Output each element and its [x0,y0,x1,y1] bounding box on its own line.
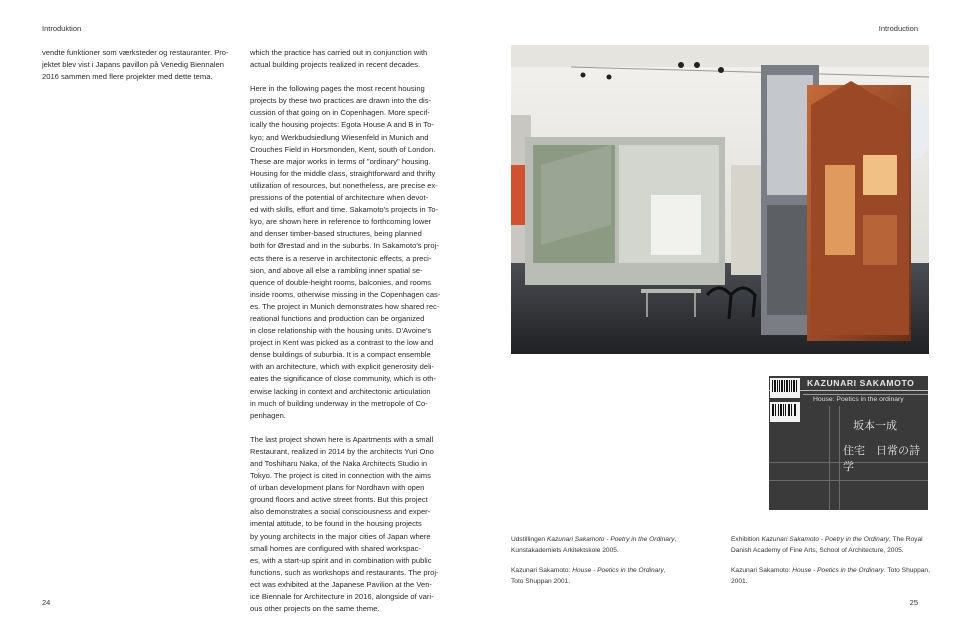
running-head-right: Introduction [878,24,918,33]
text-column-2 [250,47,447,627]
paragraph: which the practice has carried out in conjunction with actual building projects realized in recent decades. [250,48,428,70]
caption-danish [511,535,706,597]
caption-paragraph: Kazunari Sakamoto: House - Poetics in the Ordinary, Toto Shuppan 2001. [511,567,666,585]
book-japanese-name: 坂本一成 [853,419,897,432]
caption-paragraph: Udstillingen Kazunari Sakamoto - Poetry in the Ordinary, Kunstakademiets Arkitektskole 2005. [511,536,677,554]
book-title: KAZUNARI SAKAMOTO [807,378,915,388]
text-column-1 [42,47,238,95]
page-number-right: 25 [909,598,918,607]
page-number-left: 24 [42,598,51,607]
book-subtitle: House: Poetics in the ordinary [813,396,904,403]
exhibition-photo [511,45,929,354]
paragraph: The last project shown here is Apartments with a small Restaurant, realized in 2014 by the architects Yuri Ono and Toshiharu Naka, of the Naka Architects Studio in Tokyo. The project is cited in connection with the aims of urban development plans for Nordhavn with open ground floors and active street fronts. But this project also demonstrates a social consciousness and exper- imental attitude, to be found in the housing projects by young architects in the major cities of Japan where small homes are configured with shared workspac- es, with a start-up spirit and in combination with public functions, such as workshops and restaurants. The proj- ect was exhibited at the Japanese Pavilion at the Ven- ice Biennale for Architecture in 2016, alongside of vari- ous other projects on the same theme. [250,434,439,614]
book-japanese-title: 住宅 日常の詩学 [843,444,920,473]
caption-english [731,535,931,597]
book-cover [769,376,928,510]
caption-paragraph: Kazunari Sakamoto: House - Poetics in the Ordinary. Toto Shuppan, 2001. [731,567,930,585]
exhibition-photo-illustration [511,45,929,354]
running-head-left: Introduktion [42,24,82,33]
paragraph: Here in the following pages the most recent housing projects by these two practices are drawn into the dis- cussion of that going on in Copenhagen. More specif- ically the housing projects: Egota House A and B in To- kyo; and Werkbudsiedlung Wiesenfeld in Munich and Crouches Field in Horsmonden, Kent, south of London. These are major works in terms of "ordinary" housing. Housing for the middle class, straightforward and thrifty utilization of resources, but nonetheless, are precise ex- pressions of the potential of architecture when devot- ed with skills, effort and time. Sakamoto's projects in To- kyo, are shown here in reference to forthcoming lower and denser timber-based structures, being planned both for Ørestad and in the suburbs. In Sakamoto's proj- ects there is a reserve in architectonic effects, a preci- sion, and above all else a rambling inner spatial se- quence of double-height rooms, balconies, and rooms inside rooms, otherwise missing in the Copenhagen cas- es. The project in Munich demonstrates how shared rec- reational functions and production can be organized in close relationship with the housing units. D'Avoine's project in Kent was picked as a contrast to the low and dense buildings of suburbia. It is a compact ensemble with an architecture, which with explicit generosity deli- eates the significance of close community, which is oth- erwise lacking in context and architectonic articulation in much of building underway in the metropole of Co- penhagen. [250,84,441,420]
caption-paragraph: Exhibition Kazunari Sakamoto - Poetry in the Ordinary, The Royal Danish Academy of Fine Arts, School of Architecture, 2005. [731,536,923,554]
paragraph: vendte funktioner som værksteder og restauranter. Pro- jektet blev vist i Japans pavillon på Venedig Biennalen 2016 sammen med flere projekter med dette tema. [42,48,229,82]
